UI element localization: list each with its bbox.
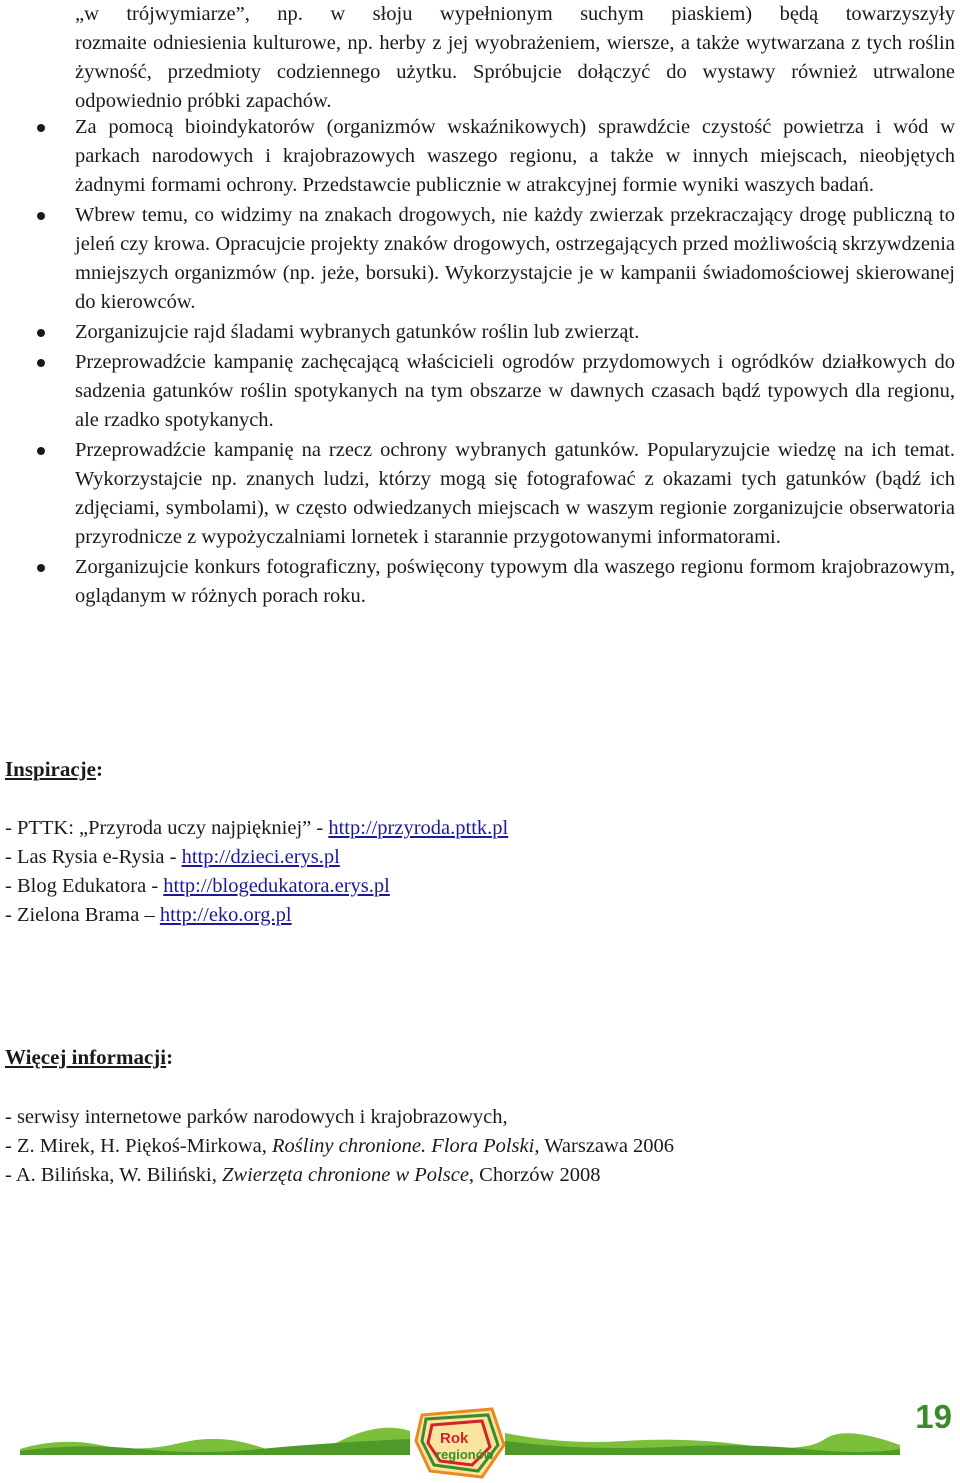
list-item: Zorganizujcie konkurs fotograficzny, poświęcony typowym dla waszego regionu formom krajobrazowym, oglądanym w różnych porach roku. (0, 553, 955, 611)
page-number: 19 (915, 1398, 952, 1435)
list-item: Przeprowadźcie kampanię zachęcającą właścicieli ogrodów przydomowych i ogródków działkowych do sadzenia gatunków roślin spotykanych na tym obszarze w dawnych czasach bądź typowych dla regionu, ale rzadko spotykanych. (0, 348, 955, 435)
intro-rest: rozmaite odniesienia kulturowe, np. herby z jej wyobrażeniem, wiersze, a także wytwarzana z tych roślin żywność, przedmioty codziennego użytku. Spróbujcie dołączyć do wystawy również utrwalone odpowiednio próbki zapachów. (75, 32, 955, 112)
bullet-icon (37, 447, 45, 455)
list-item: Za pomocą bioindykatorów (organizmów wskaźnikowych) sprawdźcie czystość powietrza i wód w parkach narodowych i krajobrazowych waszego regionu, a także w innych miejscach, nieobjętych żadnymi formami ochrony. Przedstawcie publicznie w atrakcyjnej formie wyniki waszych badań. (0, 113, 955, 200)
grass-right-decoration (505, 1425, 900, 1455)
link-przyroda-pttk[interactable]: http://przyroda.pttk.pl (328, 817, 509, 839)
list-item: - serwisy internetowe parków narodowych i krajobrazowych, (5, 1106, 508, 1128)
inspiracje-list (5, 814, 955, 930)
grass-left-decoration (20, 1425, 410, 1455)
list-item: Wbrew temu, co widzimy na znakach drogowych, nie każdy zwierzak przekraczający drogę publiczną to jeleń czy krowa. Opracujcie projekty znaków drogowych, ostrzegających przed możliwością skrzywdzenia mniejszych organizmów (np. jeże, borsuki). Wykorzystajcie je w kampanii świadomościowej skierowanej do kierowców. (0, 201, 955, 317)
bullet-icon (37, 359, 45, 367)
svg-text:regionów: regionów (436, 1447, 494, 1462)
list-item: Zorganizujcie rajd śladami wybranych gatunków roślin lub zwierząt. (0, 318, 955, 347)
rok-regionow-logo (412, 1405, 512, 1480)
list-item: - PTTK: „Przyroda uczy najpiękniej” - http://przyroda.pttk.pl (5, 817, 509, 839)
wiecej-list (5, 1103, 955, 1190)
wiecej-heading: Więcej informacji: (5, 1045, 174, 1069)
list-item: - A. Bilińska, W. Biliński, Zwierzęta chronione w Polsce, Chorzów 2008 (5, 1164, 601, 1186)
link-blogedukatora[interactable]: http://blogedukatora.erys.pl (163, 875, 390, 897)
link-eko-org[interactable]: http://eko.org.pl (159, 904, 292, 926)
list-item: - Las Rysia e-Rysia - http://dzieci.erys.pl (5, 846, 340, 868)
list-item: - Z. Mirek, H. Piękoś-Mirkowa, Rośliny chronione. Flora Polski, Warszawa 2006 (5, 1135, 675, 1157)
svg-text:Rok: Rok (440, 1430, 469, 1447)
bullet-icon (37, 564, 45, 572)
link-dzieci-erys[interactable]: http://dzieci.erys.pl (181, 846, 340, 868)
list-item: Przeprowadźcie kampanię na rzecz ochrony wybranych gatunków. Popularyzujcie wiedzę na ich temat. Wykorzystajcie np. znanych ludzi, którzy mogą się fotografować z okazami tych gatunków (bądź ich zdjęciami, symbolami), w często odwiedzanych miejscach w waszym regionie zorganizujcie obserwatoria przyrodnicze z wypożyczalniami lornetek i starannie przygotowanymi informatorami. (0, 436, 955, 552)
intro-paragraph (75, 0, 955, 116)
list-item: - Blog Edukatora - http://blogedukatora.erys.pl (5, 875, 390, 897)
bullet-icon (37, 212, 45, 220)
activity-list (0, 113, 960, 612)
inspiracje-heading: Inspiracje: (5, 757, 103, 781)
intro-first-line: „w trójwymiarze”, np. w słoju wypełnionym suchym piaskiem) będą towarzyszyły (75, 3, 955, 25)
bullet-icon (37, 124, 45, 132)
bullet-icon (37, 329, 45, 337)
list-item: - Zielona Brama – http://eko.org.pl (5, 904, 292, 926)
